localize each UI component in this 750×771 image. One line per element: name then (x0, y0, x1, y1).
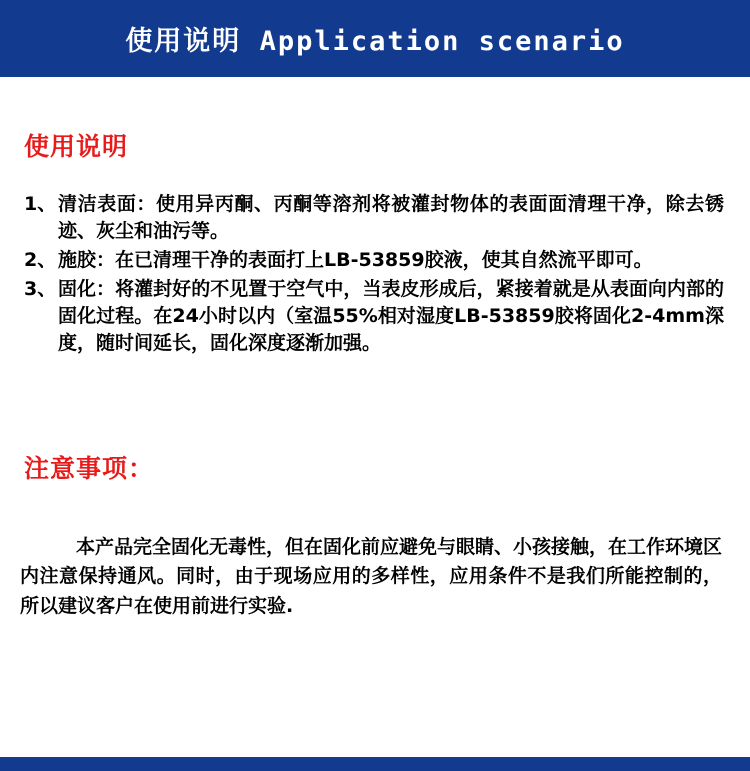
list-item-text: 清洁表面：使用异丙酮、丙酮等溶剂将被灌封物体的表面面清理干净，除去锈迹、灰尘和油污等。 (58, 193, 724, 242)
document-body (0, 127, 750, 621)
list-item-text: 施胶：在已清理干净的表面打上LB-53859胶液，使其自然流平即可。 (58, 248, 653, 271)
footer-bar (0, 757, 750, 771)
list-item (24, 247, 724, 274)
list-item (24, 276, 724, 357)
list-item-number: 1、 (24, 193, 57, 215)
notice-text: 本产品完全固化无毒性，但在固化前应避免与眼睛、小孩接触，在工作环境区内注意保持通风。同时，由于现场应用的多样性，应用条件不是我们所能控制的，所以建议客户在使用前进行实验. (20, 535, 723, 617)
instructions-list (24, 191, 724, 357)
list-item-number: 2、 (24, 248, 57, 271)
notice-heading: 注意事项： (24, 453, 155, 483)
instructions-heading: 使用说明 (24, 132, 129, 161)
list-item-number: 3、 (24, 277, 57, 300)
header-banner (0, 0, 750, 77)
page-title: 使用说明 Application scenario (125, 26, 625, 57)
list-item (24, 191, 724, 245)
list-item-text: 固化：将灌封好的不见置于空气中，当表皮形成后，紧接着就是从表面向内部的固化过程。在24小时以内（室温55%相对湿度LB-53859胶将固化2-4mm深度，随时间延长，固化深度逐渐加强。 (58, 277, 724, 354)
